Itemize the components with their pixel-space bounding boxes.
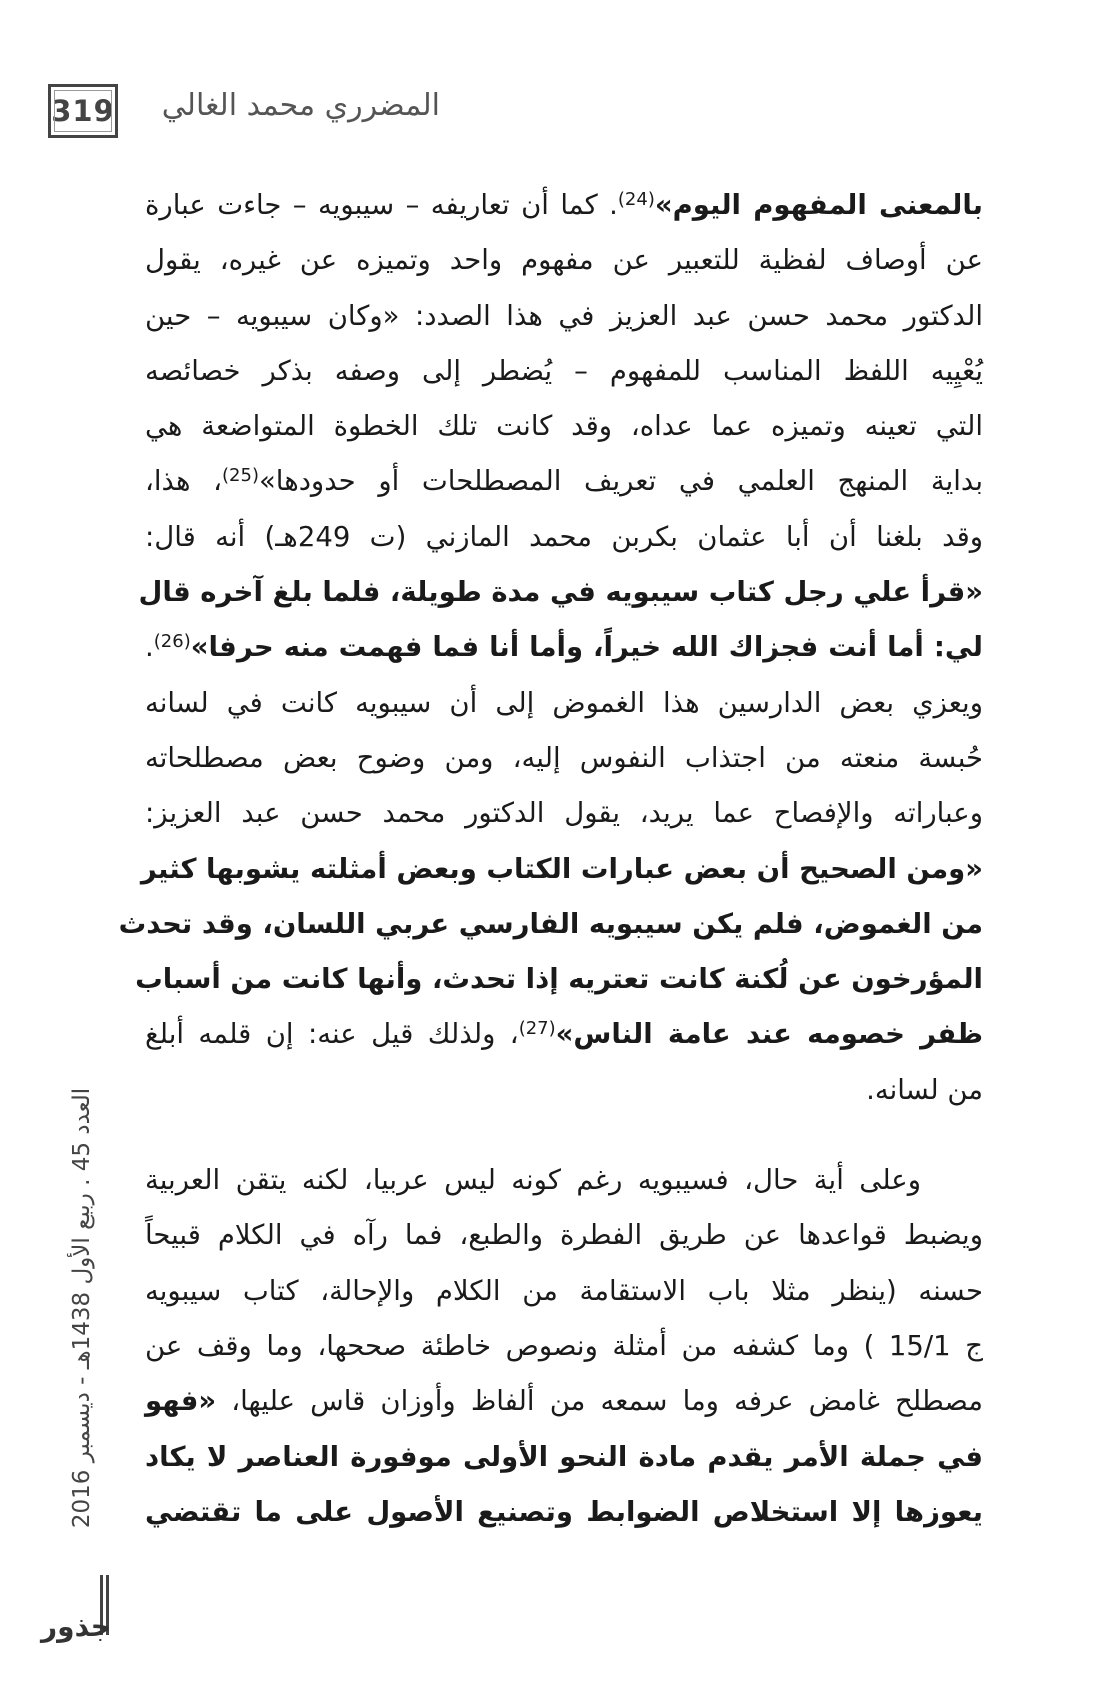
line-text: ، ولذلك قيل عنه: إن قلمه أبلغ [145,1018,519,1051]
text-line [145,1319,983,1374]
paragraph-1 [118,178,984,1118]
text-line [138,565,983,620]
line-text: . كما أن تعاريفه – سيبويه – جاءت عبارة [145,189,618,221]
line-text: عن أوصاف لفظية للتعبير عن مفهوم واحد وتميزه عن غيره، يقول [145,244,983,277]
footnote-ref: (25) [222,465,259,487]
line-text: الدكتور محمد حسن عبد العزيز في هذا الصدد: «وكان سيبويه – حين [145,299,983,332]
page-number-inner-frame [54,90,112,132]
text-line [145,1208,983,1263]
text-line [135,952,983,1007]
journal-logo: جذور [41,1610,111,1643]
text-line [145,1485,983,1540]
footnote-ref: (24) [617,189,655,210]
running-title: المضرري محمد الغالي [161,88,440,123]
text-line [145,233,983,288]
text-line [145,620,983,675]
line-text: التي تعينه وتميزه عما عداه، وقد كانت تلك الخطوة المتواضعة هي [145,410,983,443]
bold-quote: بالمعنى المفهوم اليوم» [654,189,983,221]
line-text: مصطلح غامض عرفه وما سمعه من ألفاظ وأوزان قاس عليها، [216,1385,983,1418]
text-line [145,510,983,565]
text-line [145,1007,983,1062]
bold-quote: في جملة الأمر يقدم مادة النحو الأولى موفورة العناصر لا يكاد [145,1440,983,1473]
text-line [145,786,983,841]
text-line [118,897,983,952]
footnote-ref: (27) [518,1018,556,1040]
bold-quote: ظفر خصومه عند عامة الناس» [555,1018,983,1051]
text-line [145,1063,983,1118]
line-text: بداية المنهج العلمي في تعريف المصطلحات أو حدودها» [258,465,984,498]
text-line [145,1374,983,1429]
line-text: حُبسة منعته من اجتذاب النفوس إليه، ومن وضوح بعض مصطلحاته [145,741,983,774]
bold-quote: لي: أما أنت فجزاك الله خيراً، وأما أنا فما فهمت منه حرفا» [190,631,983,664]
line-text: وعباراته والإفصاح عما يريد، يقول الدكتور محمد حسن عبد العزيز: [145,797,983,830]
text-line [145,731,983,786]
text-line [145,289,983,344]
paragraph-2 [145,1153,983,1540]
line-text: وقد بلغنا أن أبا عثمان بكربن محمد المازني (ت 249هـ) أنه قال: [145,520,983,553]
text-line [140,842,983,897]
line-text: ، هذا، [145,465,223,498]
bold-quote: يعوزها إلا استخلاص الضوابط وتصنيع الأصول على ما تقتضي [145,1495,983,1528]
bold-quote: «ومن الصحيح أن بعض عبارات الكتاب وبعض أمثلته يشوبها كثير [140,852,983,885]
text-line [145,344,983,399]
bold-quote: المؤرخون عن لُكنة كانت تعتريه إذا تحدث، وأنها كانت من أسباب [135,963,983,996]
line-text: وعلى أية حال، فسيبويه رغم كونه ليس عربيا، لكنه يتقن العربية [145,1164,921,1197]
text-line [145,178,983,233]
issue-info: العدد 45 . ربيع الأول 1438هـ - ديسمبر 2016 [69,1087,95,1529]
page-number: 319 [51,94,115,128]
issue-side-label [52,1048,112,1568]
line-text: يُعْيِيه اللفظ المناسب للمفهوم – يُضطر إلى وصفه بذكر خصائصه [145,354,983,387]
text-line [145,1430,983,1485]
bold-quote: «فهو [145,1385,217,1418]
bold-quote: «قرأ علي رجل كتاب سيبويه في مدة طويلة، فلما بلغ آخره قال [138,576,983,609]
line-text: ج 15/1 ) وما كشفه من أمثلة ونصوص خاطئة صححها، وما وقف عن [145,1329,984,1362]
line-text: ويعزي بعض الدارسين هذا الغموض إلى أن سيبويه كانت في لسانه [145,686,983,719]
line-text: حسنه (ينظر مثلا باب الاستقامة من الكلام والإحالة، كتاب سيبويه [145,1274,983,1307]
footnote-ref: (26) [153,631,191,653]
line-text: ويضبط قواعدها عن طريق الفطرة والطبع، فما رآه في الكلام قبيحاً [145,1219,983,1252]
text-line [145,1264,983,1319]
text-line [145,676,983,731]
page-number-box [48,84,118,138]
text-line [145,1153,983,1208]
article-body [118,178,984,1540]
line-text: من لسانه. [866,1073,983,1106]
bold-quote: من الغموض، فلم يكن سيبويه الفارسي عربي اللسان، وقد تحدث [118,907,983,940]
text-line [145,454,983,509]
line-text: . [145,631,154,664]
paragraph-gap [145,1118,983,1153]
text-line [145,399,983,454]
